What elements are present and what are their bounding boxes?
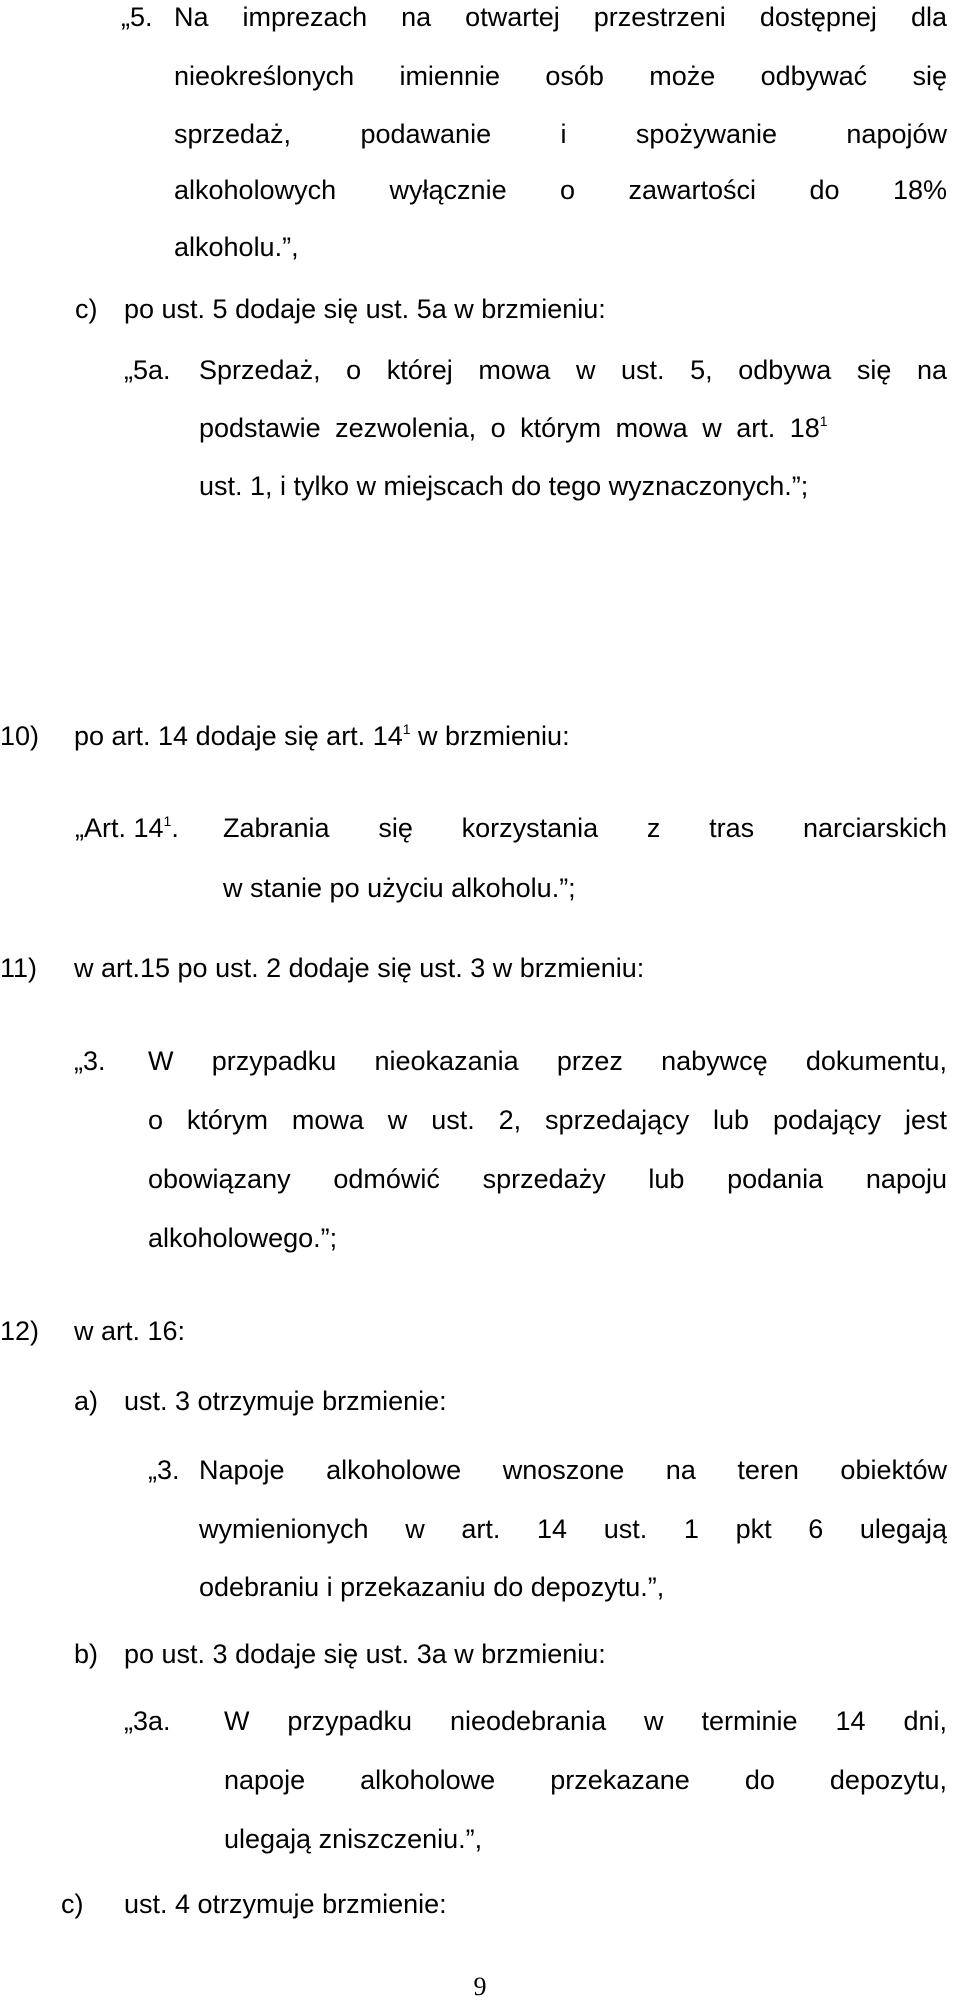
text-line: w art.15 po ust. 2 dodaje się ust. 3 w brzmieniu:	[74, 953, 645, 983]
text-line: sprzedaż, podawanie i spożywanie napojów	[174, 119, 947, 149]
superscript: 1	[163, 813, 172, 829]
text-line: podstawie zezwolenia, o którym mowa w art. $18^1$	[199, 413, 828, 443]
quote-marker: „3.	[148, 1455, 180, 1485]
text-line: wymienionych w art. 14 ust. 1 pkt 6 ulegają	[199, 1514, 947, 1544]
text-line: w art. 16:	[74, 1316, 186, 1346]
text-line: ulegają zniszczeniu.”,	[224, 1824, 483, 1854]
text-line: ust. 3 otrzymuje brzmienie:	[124, 1386, 447, 1416]
text-line: alkoholowych wyłącznie o zawartości do 18%	[174, 175, 947, 205]
superscript: 1	[402, 721, 411, 737]
text-line: alkoholowego.”;	[148, 1223, 338, 1253]
quote-marker: „3.	[74, 1046, 106, 1076]
text-line: Zabrania się korzystania z tras narciarskich	[223, 813, 947, 843]
text-line: obowiązany odmówić sprzedaży lub podania napoju	[148, 1164, 947, 1194]
quote-marker: „Art. $14^1$.	[75, 813, 179, 843]
list-marker: 12)	[0, 1316, 40, 1346]
list-marker: a)	[74, 1386, 99, 1416]
text-line: po art. 14 dodaje się art. $14^1$ w brzmieniu:	[74, 721, 570, 751]
list-marker: c)	[75, 294, 98, 324]
text-line: alkoholu.”,	[174, 232, 299, 262]
list-marker: 11)	[0, 953, 38, 983]
text-line: W przypadku nieodebrania w terminie 14 dni,	[224, 1706, 947, 1736]
text-line: odebraniu i przekazaniu do depozytu.”,	[199, 1572, 665, 1602]
text-line: w stanie po użyciu alkoholu.”;	[223, 873, 576, 903]
list-marker: b)	[74, 1639, 99, 1669]
text-line: napoje alkoholowe przekazane do depozytu,	[224, 1765, 947, 1795]
text-line: ust. 1, i tylko w miejscach do tego wyznaczonych.”;	[199, 471, 809, 501]
quote-marker: „5a.	[124, 355, 171, 385]
text-line: ust. 4 otrzymuje brzmienie:	[124, 1889, 447, 1919]
text-line: o którym mowa w ust. 2, sprzedający lub podający jest	[148, 1105, 947, 1135]
text-line: Sprzedaż, o której mowa w ust. 5, odbywa się na	[199, 355, 947, 385]
text-line: W przypadku nieokazania przez nabywcę dokumentu,	[148, 1046, 947, 1076]
text-line: Na imprezach na otwartej przestrzeni dostępnej dla	[174, 2, 947, 32]
text-line: po ust. 3 dodaje się ust. 3a w brzmieniu:	[124, 1639, 606, 1669]
item-marker-5: „5.	[121, 2, 153, 32]
list-marker: c)	[61, 1889, 84, 1919]
list-marker: 10)	[0, 721, 40, 751]
text-line: Napoje alkoholowe wnoszone na teren obiektów	[199, 1455, 947, 1485]
text-line: po ust. 5 dodaje się ust. 5a w brzmieniu:	[124, 294, 606, 324]
quote-marker: „3a.	[124, 1706, 171, 1736]
page-number: 9	[473, 1972, 487, 2001]
text-line: nieokreślonych imiennie osób może odbywać się	[174, 61, 947, 91]
superscript: 1	[819, 413, 828, 429]
